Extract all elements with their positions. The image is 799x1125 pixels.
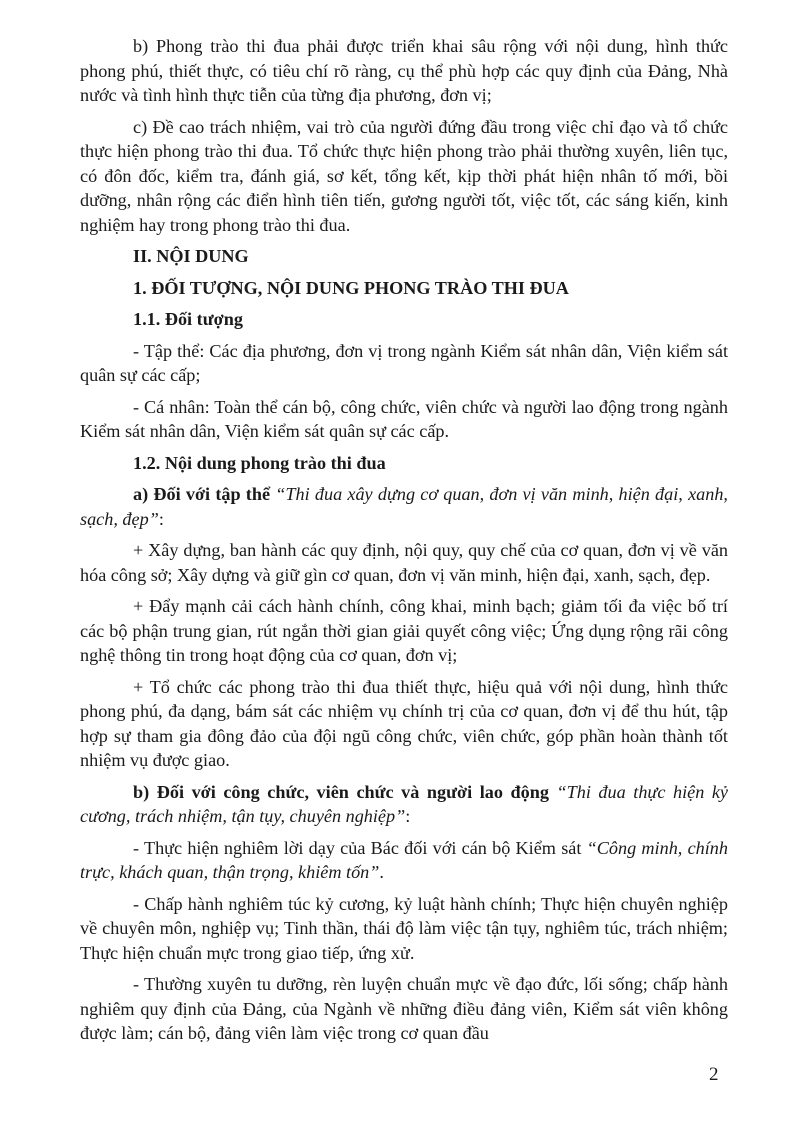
staff-intro xyxy=(80,780,728,829)
collective-quote: “Thi đua xây dựng cơ quan, đơn vị văn minh, hiện đại, xanh, sạch, đẹp” xyxy=(80,484,728,529)
collective-item-3: + Tổ chức các phong trào thi đua thiết thực, hiệu quả với nội dung, hình thức phong phú, đa dạng, bám sát các nhiệm vụ chính trị của cơ quan, đơn vị để thu hút, tập hợp sự tham gia đông đảo của đội ngũ công chức, viên chức, góp phần hoàn thành tốt nhiệm vụ được giao. xyxy=(80,676,728,770)
section-heading: II. NỘI DUNG xyxy=(133,246,249,266)
collective-intro xyxy=(80,482,728,531)
document-page xyxy=(80,34,728,1053)
target-individual: - Cá nhân: Toàn thể cán bộ, công chức, viên chức và người lao động trong ngành Kiểm sát nhân dân, Viện kiểm sát quân sự các cấp. xyxy=(80,396,728,441)
staff-lead: b) Đối với công chức, viên chức và người lao động xyxy=(133,781,557,802)
staff-item-3: - Thường xuyên tu dưỡng, rèn luyện chuẩn mực về đạo đức, lối sống; chấp hành nghiêm quy định của Đảng, của Ngành về những điều đảng viên, Kiểm sát viên không được làm; cán bộ, đảng viên làm việc trong cơ quan đầu xyxy=(80,974,728,1043)
collective-lead: a) Đối với tập thể xyxy=(133,484,276,504)
collective-tail: : xyxy=(158,508,164,529)
staff-item-1-tail: . xyxy=(379,862,384,882)
paragraph-b: b) Phong trào thi đua phải được triển khai sâu rộng với nội dung, hình thức phong phú, thiết thực, có tiêu chí rõ ràng, cụ thể phù hợp các quy định của Đảng, Nhà nước và tình hình thực tiễn của từng địa phương, đơn vị; xyxy=(80,36,728,105)
collective-item-1: + Xây dựng, ban hành các quy định, nội quy, quy chế của cơ quan, đơn vị về văn hóa công sở; Xây dựng và giữ gìn cơ quan, đơn vị văn minh, hiện đại, xanh, sạch, đẹp. xyxy=(80,540,728,585)
staff-item-1-text: - Thực hiện nghiêm lời dạy của Bác đối với cán bộ Kiểm sát xyxy=(133,837,587,858)
staff-tail: : xyxy=(405,806,411,826)
paragraph-c: c) Đề cao trách nhiệm, vai trò của người đứng đầu trong việc chỉ đạo và tổ chức thực hiện phong trào thi đua. Tổ chức thực hiện phong trào phải thường xuyên, liên tục, có đôn đốc, kiểm tra, đánh giá, sơ kết, tổng kết, kịp thời phát hiện nhân tố mới, bồi dưỡng, nhân rộng các điển hình tiên tiến, gương người tốt, việc tốt, các sáng kiến, kinh nghiệm hay trong phong trào thi đua. xyxy=(80,116,728,235)
subsection-1-1-heading: 1.1. Đối tượng xyxy=(133,309,243,329)
staff-item-1 xyxy=(80,836,728,885)
staff-quote: “Thi đua thực hiện kỷ cương, trách nhiệm, tận tụy, chuyên nghiệp” xyxy=(80,781,728,826)
staff-item-2: - Chấp hành nghiêm túc kỷ cương, kỷ luật hành chính; Thực hiện chuyên nghiệp về chuyên môn, nghiệp vụ; Tinh thần, thái độ làm việc tận tụy, nghiêm túc, trách nhiệm; Thực hiện chuẩn mực trong giao tiếp, ứng xử. xyxy=(80,893,728,963)
collective-item-2: + Đẩy mạnh cải cách hành chính, công khai, minh bạch; giảm tối đa việc bố trí các bộ phận trung gian, rút ngắn thời gian giải quyết công việc; Ứng dụng rộng rãi công nghệ thông tin trong hoạt động của cơ quan, đơn vị; xyxy=(80,596,728,665)
target-collective: - Tập thể: Các địa phương, đơn vị trong ngành Kiểm sát nhân dân, Viện kiểm sát quân sự các cấp; xyxy=(80,340,728,385)
subsection-heading: 1. ĐỐI TƯỢNG, NỘI DUNG PHONG TRÀO THI ĐUA xyxy=(133,277,569,298)
page-number: 2 xyxy=(709,1064,719,1085)
subsection-1-2-heading: 1.2. Nội dung phong trào thi đua xyxy=(133,452,386,473)
staff-item-1-quote: “Công minh, chính trực, khách quan, thận trọng, khiêm tốn” xyxy=(80,837,728,882)
